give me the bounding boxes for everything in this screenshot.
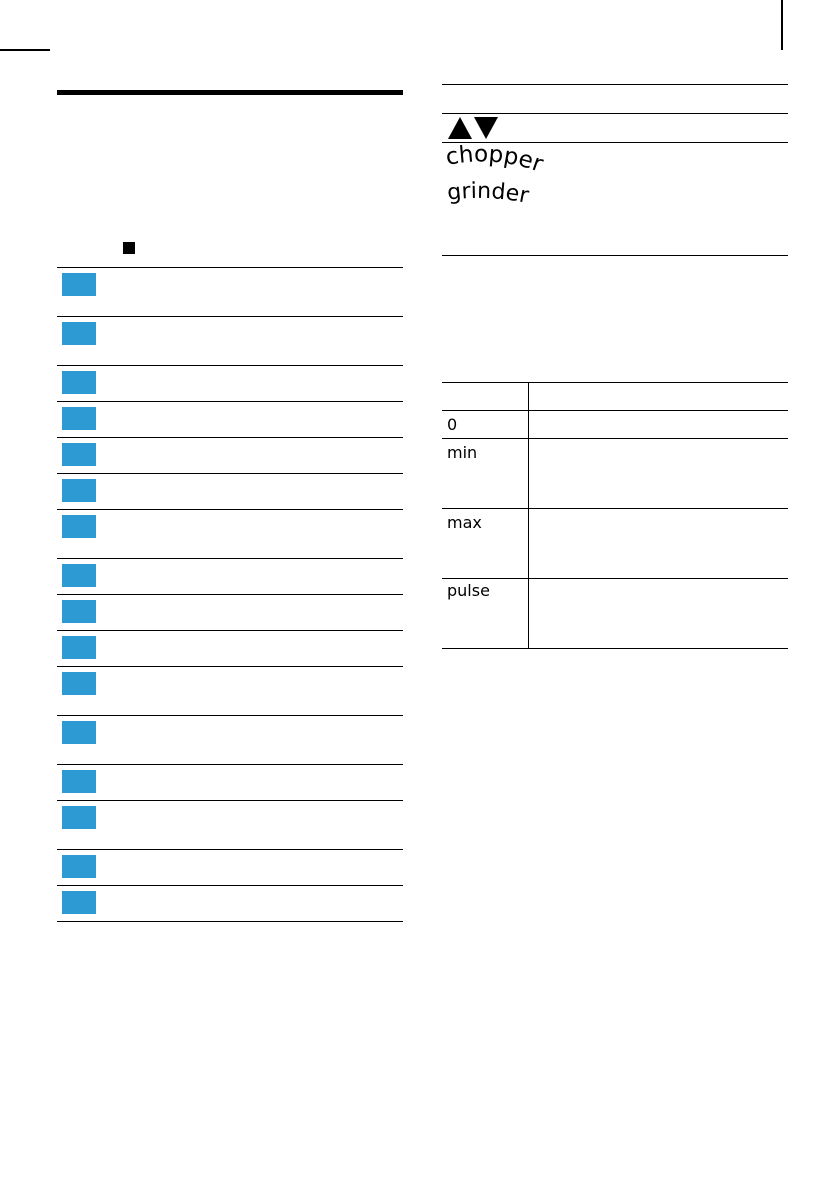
part-number-badge <box>62 443 96 466</box>
part-number-badge <box>62 721 96 744</box>
svg-text:grinder: grinder <box>446 178 531 209</box>
part-number-badge <box>62 371 96 394</box>
list-item <box>57 595 403 631</box>
table-rule <box>442 508 788 509</box>
stop-square-icon <box>123 242 135 254</box>
list-item <box>57 438 403 474</box>
part-number-badge <box>62 479 96 502</box>
list-item <box>57 801 403 850</box>
table-rule <box>442 438 788 439</box>
column-separator <box>528 382 529 649</box>
setting-label-off: 0 <box>447 415 458 434</box>
list-item <box>57 886 403 922</box>
list-item <box>57 559 403 595</box>
part-number-badge <box>62 407 96 430</box>
part-number-badge <box>62 515 96 538</box>
grinder-label <box>442 172 572 209</box>
list-item <box>57 631 403 667</box>
part-number-badge <box>62 564 96 587</box>
section-rule <box>57 90 403 95</box>
list-item <box>57 510 403 559</box>
table-rule <box>442 255 788 256</box>
setting-label-min: min <box>447 443 478 462</box>
list-item <box>57 716 403 765</box>
table-rule <box>442 410 788 411</box>
setting-label-pulse: pulse <box>447 581 490 600</box>
list-item <box>57 765 403 801</box>
up-down-arrows-icon <box>447 116 499 140</box>
list-item <box>57 667 403 716</box>
table-rule <box>442 648 788 649</box>
svg-text:chopper: chopper <box>443 141 547 178</box>
list-item <box>57 366 403 402</box>
part-number-badge <box>62 672 96 695</box>
table-rule <box>442 578 788 579</box>
list-item <box>57 402 403 438</box>
table-rule <box>442 84 788 85</box>
parts-list <box>57 267 403 922</box>
part-number-badge <box>62 891 96 914</box>
part-number-badge <box>62 322 96 345</box>
table-rule <box>442 382 788 383</box>
setting-label-max: max <box>447 513 482 532</box>
list-item <box>57 850 403 886</box>
list-item <box>57 317 403 366</box>
part-number-badge <box>62 273 96 296</box>
crop-mark-horizontal <box>0 49 50 51</box>
table-rule <box>442 113 788 114</box>
part-number-badge <box>62 636 96 659</box>
part-number-badge <box>62 806 96 829</box>
part-number-badge <box>62 855 96 878</box>
part-number-badge <box>62 600 96 623</box>
list-item <box>57 268 403 317</box>
chopper-label <box>442 140 572 178</box>
list-item <box>57 474 403 510</box>
part-number-badge <box>62 770 96 793</box>
crop-mark-vertical <box>781 0 783 50</box>
